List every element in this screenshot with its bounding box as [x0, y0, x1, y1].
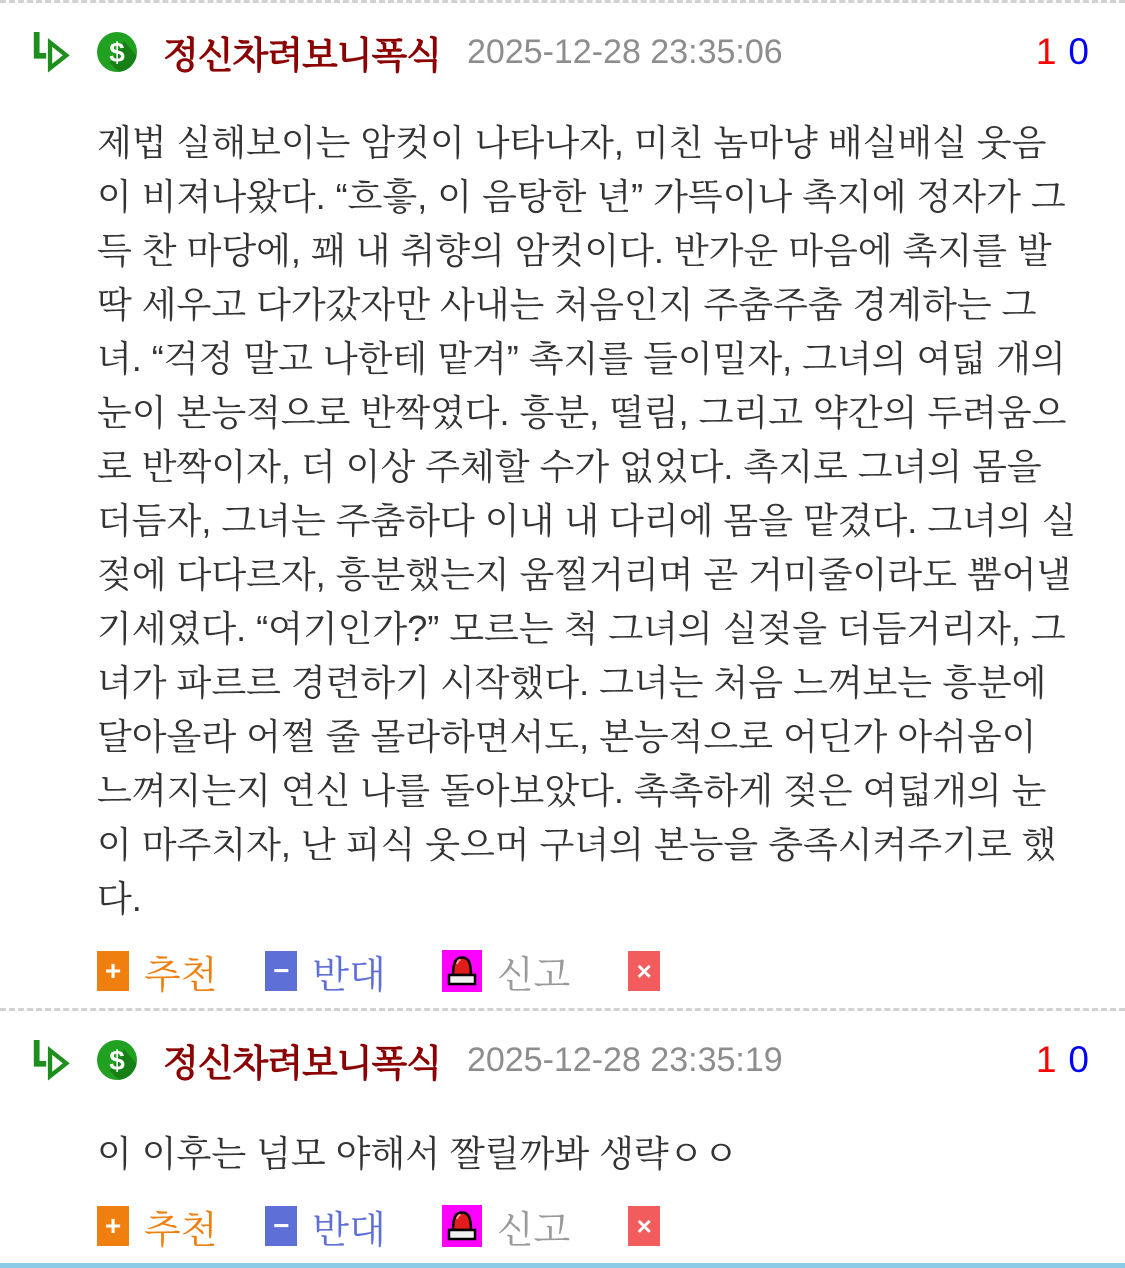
vote-counts	[1036, 31, 1092, 73]
upvote-count: 1	[1035, 1039, 1057, 1080]
upvote-count: 1	[1035, 31, 1057, 72]
comment-body: 제법 실해보이는 암컷이 나타나자, 미친 놈마냥 배실배실 웃음이 비져나왔다. “흐흫, 이 음탕한 년” 가뜩이나 촉지에 정자가 그득 찬 마당에, 꽤 내 취향의 암컷이다. 반가운 마음에 촉지를 발딱 세우고 다가갔자만 사내는 처음인지 주춤주춤 경계하는 그녀. “걱정 말고 나한테 맡겨” 촉지를 들이밀자, 그녀의 여덟 개의 눈이 본능적으로 반짝였다. 흥분, 떨림, 그리고 약간의 두려움으로 반짝이자, 더 이상 주체할 수가 없었다. 촉지로 그녀의 몸을 더듬자, 그녀는 주춤하다 이내 내 다리에 몸을 맡겼다. 그녀의 실젖에 다다르자, 흥분했는지 움찔거리며 곧 거미줄이라도 뿜어낼 기세였다. “여기인가?” 모르는 척 그녀의 실젖을 더듬거리자, 그녀가 파르르 경련하기 시작했다. 그녀는 처음 느껴보는 흥분에 달아올라 어쩔 줄 몰라하면서도, 본능적으로 어딘가 아쉬움이 느껴지는지 연신 나를 돌아보았다. 촉촉하게 젖은 여덟개의 눈이 마주치자, 난 피식 웃으머 구녀의 본능을 충족시켜주기로 했다.	[97, 122, 1082, 919]
comment-author[interactable]: 정신차려보니폭식	[163, 35, 441, 76]
comment-author[interactable]: 정신차려보니폭식	[163, 1043, 441, 1084]
svg-text:$: $	[109, 37, 125, 68]
recommend-label: 추천	[144, 1209, 218, 1252]
delete-button[interactable]	[628, 951, 660, 991]
oppose-label: 반대	[312, 1209, 386, 1252]
close-icon: ×	[628, 1206, 660, 1246]
minus-icon: −	[265, 951, 297, 991]
report-label: 신고	[496, 954, 571, 997]
report-button[interactable]	[442, 944, 570, 999]
downvote-count: 0	[1068, 31, 1089, 72]
comment-box-top-strip	[0, 1263, 1125, 1268]
report-button[interactable]	[442, 1199, 570, 1254]
oppose-label: 반대	[312, 954, 386, 997]
comment-header	[30, 29, 1092, 75]
svg-text:$: $	[109, 1045, 125, 1076]
reply-arrow-icon	[30, 1038, 72, 1082]
vote-counts	[1036, 1039, 1092, 1081]
siren-icon	[442, 1205, 482, 1247]
oppose-button[interactable]	[265, 1199, 385, 1254]
oppose-button[interactable]	[265, 944, 385, 999]
member-dollar-badge-icon	[97, 1040, 137, 1080]
plus-icon: +	[97, 1206, 129, 1246]
downvote-count: 0	[1068, 1039, 1089, 1080]
plus-icon: +	[97, 951, 129, 991]
reply-arrow-icon	[30, 30, 72, 74]
comment-actions	[97, 1205, 1092, 1252]
minus-icon: −	[265, 1206, 297, 1246]
recommend-button[interactable]	[97, 944, 217, 999]
comment-body: 이 이후는 넘모 야해서 짤릴까봐 생략ㅇㅇ	[97, 1133, 739, 1174]
comment-timestamp: 2025-12-28 23:35:19	[466, 1040, 783, 1079]
comment-timestamp: 2025-12-28 23:35:06	[466, 32, 783, 71]
delete-button[interactable]	[628, 1206, 660, 1246]
comment-actions	[97, 950, 1092, 997]
report-label: 신고	[496, 1209, 571, 1252]
siren-icon	[442, 950, 482, 992]
comment-header	[30, 1037, 1092, 1083]
member-dollar-badge-icon	[97, 32, 137, 72]
comment	[0, 1008, 1125, 1263]
close-icon: ×	[628, 951, 660, 991]
recommend-label: 추천	[144, 954, 218, 997]
recommend-button[interactable]	[97, 1199, 217, 1254]
